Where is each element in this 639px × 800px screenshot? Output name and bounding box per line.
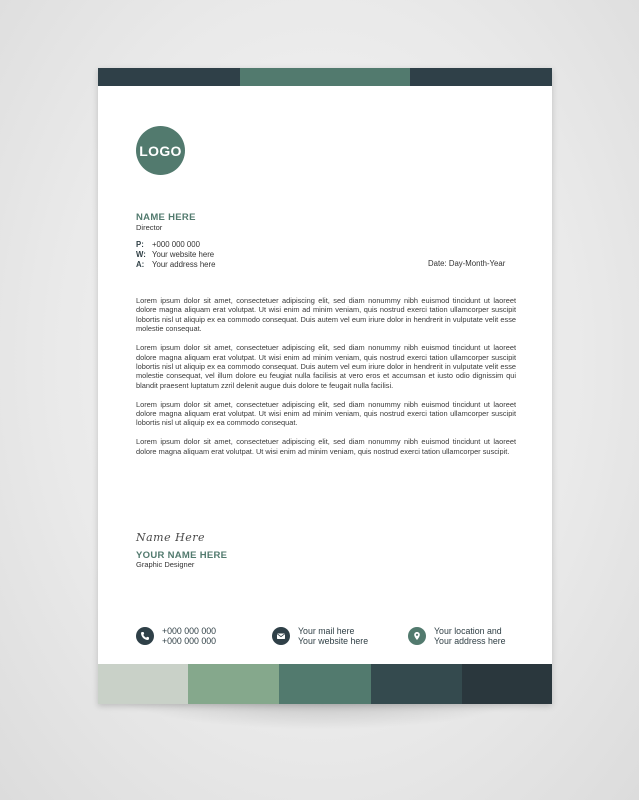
handwritten-signature: Name Here xyxy=(136,531,205,544)
location-pin-icon xyxy=(408,627,426,645)
bottom-color-bar xyxy=(98,664,552,704)
sender-title: Director xyxy=(136,223,163,232)
body-paragraph: Lorem ipsum dolor sit amet, consectetuer adipiscing elit, sed diam nonummy nibh euismod tincidunt ut laoreet dolore magna aliquam erat volutpat. Ut wisi enim ad minim veniam, quis nostrud exerci tation ullamcorper suscipit lobortis nisl ut aliquip ex ea commodo consequat. Duis autem vel eum iriure dolor in hendrerit in vulputate velit esse molestie consequat, vel illum dolore eu feugiat nulla facilisis at vero eros et accumsan et iusto odio dignissim qui blandit praesent luptatum zzril delenit augue duis dolore te feugait nulla facilisi. xyxy=(136,343,516,390)
bottom-bar-segment-2 xyxy=(188,664,279,704)
logo-text: LOGO xyxy=(139,142,182,159)
contact-value: +000 000 000 xyxy=(152,240,200,249)
footer-phone xyxy=(136,626,216,646)
body-paragraph: Lorem ipsum dolor sit amet, consectetuer adipiscing elit, sed diam nonummy nibh euismod tincidunt ut laoreet dolore magna aliquam erat volutpat. Ut wisi enim ad minim veniam, quis nostrud exerci tation ullamcorper suscipit lobortis nisl ut aliquip ex ea commodo consequat. Duis autem vel eum iriure dolor in hendrerit in vulputate velit esse molestie consequat. xyxy=(136,296,516,334)
body-paragraph: Lorem ipsum dolor sit amet, consectetuer adipiscing elit, sed diam nonummy nibh euismod tincidunt ut laoreet dolore magna aliquam erat volutpat. Ut wisi enim ad minim veniam, quis nostrud exerci tation ullamcorper suscipit. xyxy=(136,437,516,456)
footer-phone-line2: +000 000 000 xyxy=(162,636,217,646)
bottom-bar-segment-5 xyxy=(462,664,552,704)
contact-address xyxy=(136,260,215,270)
signatory-title: Graphic Designer xyxy=(136,560,195,569)
contact-key: W: xyxy=(136,250,146,259)
top-bar-segment-left xyxy=(98,68,240,86)
footer-location-line1: Your location and xyxy=(434,626,502,636)
footer-mail-line1: Your mail here xyxy=(298,626,355,636)
footer-phone-line1: +000 000 000 xyxy=(162,626,217,636)
contact-value: Your website here xyxy=(152,250,215,259)
top-bar-segment-center xyxy=(240,68,410,86)
sender-contacts xyxy=(136,240,215,270)
footer-location xyxy=(408,626,506,646)
footer-location-line2: Your address here xyxy=(434,636,506,646)
date-label: Date: xyxy=(428,259,447,268)
top-color-bar xyxy=(98,68,552,86)
top-bar-segment-right xyxy=(410,68,552,86)
contact-phone xyxy=(136,240,215,250)
logo xyxy=(136,126,185,175)
body-paragraph: Lorem ipsum dolor sit amet, consectetuer adipiscing elit, sed diam nonummy nibh euismod tincidunt ut laoreet dolore magna aliquam erat volutpat. Ut wisi enim ad minim veniam, quis nostrud exerci tation ullamcorper suscipit lobortis nisl ut aliquip ex ea commodo consequat. xyxy=(136,399,516,428)
bottom-bar-segment-3 xyxy=(279,664,371,704)
date-value: Day-Month-Year xyxy=(448,259,506,268)
bottom-bar-segment-1 xyxy=(98,664,188,704)
sender-name: NAME HERE xyxy=(136,212,196,223)
contact-website xyxy=(136,250,215,260)
contact-value: Your address here xyxy=(152,260,216,269)
mail-icon xyxy=(272,627,290,645)
contact-key: A: xyxy=(136,260,145,269)
letterhead-sheet xyxy=(98,68,552,704)
letter-body xyxy=(136,296,516,466)
signatory-name: YOUR NAME HERE xyxy=(136,550,228,561)
date-line xyxy=(428,259,505,268)
bottom-bar-segment-4 xyxy=(371,664,462,704)
phone-icon xyxy=(136,627,154,645)
footer-mail xyxy=(272,626,368,646)
footer-mail-line2: Your website here xyxy=(298,636,369,646)
contact-key: P: xyxy=(136,240,144,249)
